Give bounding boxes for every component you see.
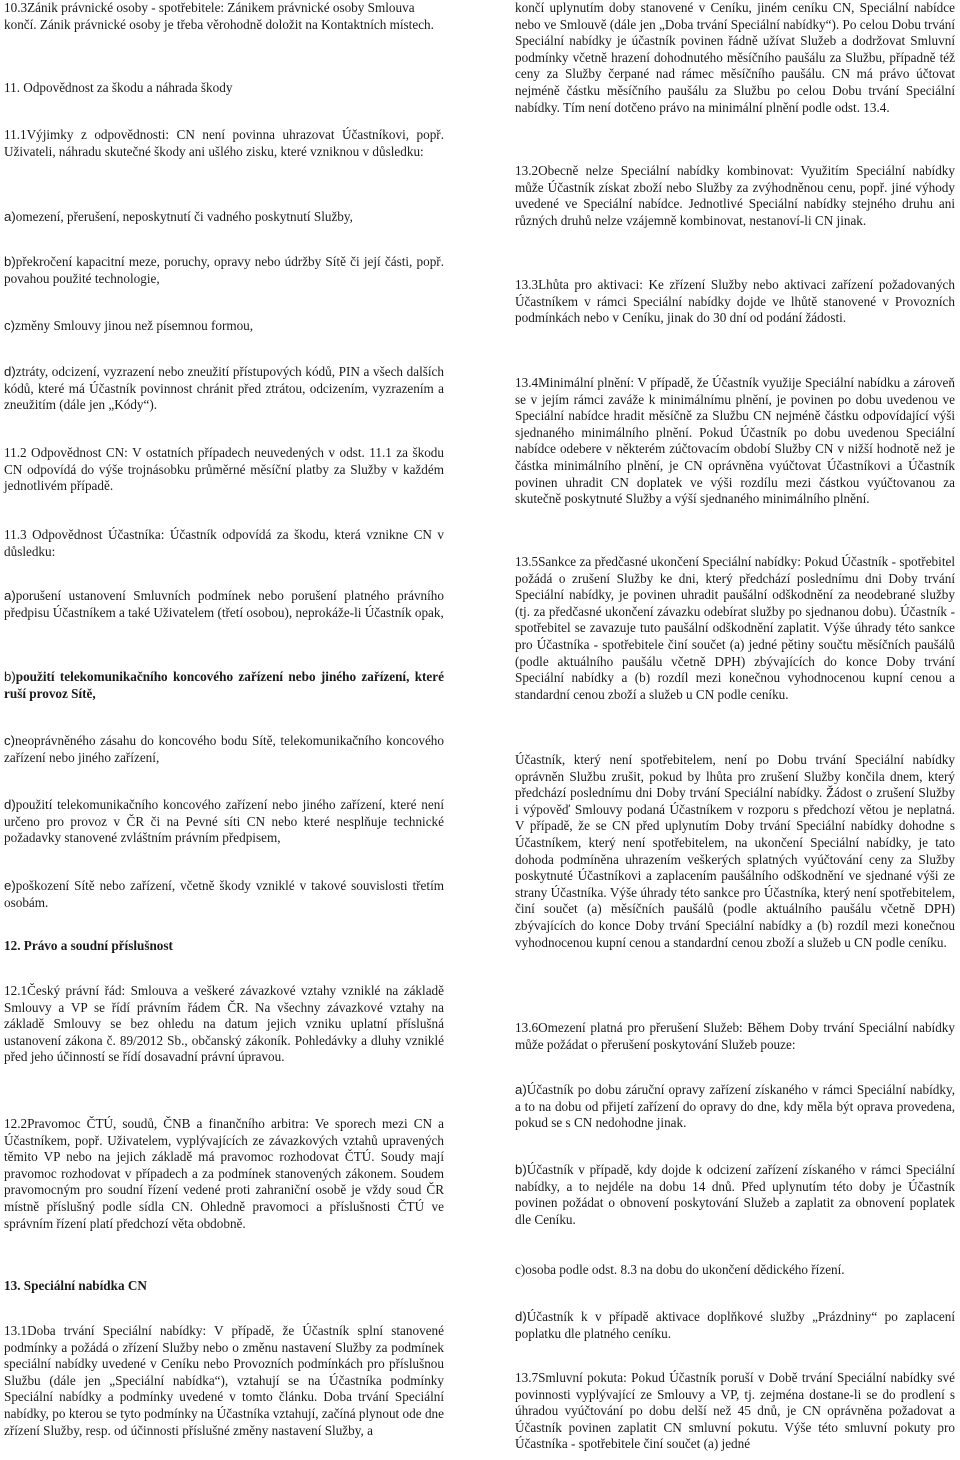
- paragraph: [4, 878, 444, 911]
- list-marker: a): [4, 588, 16, 603]
- paragraph: [515, 277, 955, 327]
- paragraph-text: c)osoba podle odst. 8.3 na dobu do ukončení dědického řízení.: [515, 1262, 845, 1277]
- list-marker: b): [4, 669, 16, 684]
- paragraph-text: 13.1Doba trvání Speciální nabídky: V případě, že Účastník splní stanovené podmínky a požádá o zřízení Služby nebo o změnu nastavení Služby za podmínek speciální nabídky uvedené v Ceníku nebo Provozních podmínkách pro příslušnou Službu (dále jen „Speciální nabídka“), vztahují se na Účastníka podmínky Speciální nabídky a podmínky uvedené v tomto článku. Doba trvání Speciální nabídky, po kterou se tyto podmínky na Účastníka vztahují, začíná plynout ode dne zřízení Služby, resp. od účinnosti příslušné změny nastavení Služby, a: [4, 1323, 444, 1438]
- paragraph-text: překročení kapacitní meze, poruchy, opravy nebo údržby Sítě či její části, popř. povahou použité technologie,: [4, 254, 444, 286]
- paragraph-text: poškození Sítě nebo zařízení, včetně škody vzniklé v takové souvislosti třetím osobám.: [4, 878, 444, 910]
- paragraph: [4, 0, 444, 33]
- paragraph-text: 11.1Výjimky z odpovědnosti: CN není povinna uhrazovat Účastníkovi, popř. Uživateli, náhradu skutečné škody ani ušlého zisku, které vzniknou v důsledku:: [4, 127, 444, 159]
- paragraph: [515, 554, 955, 703]
- paragraph-text: 13.4Minimální plnění: V případě, že Účastník využije Speciální nabídku a zároveň se v jejím rámci zaváže k minimálnímu plnění, je povinen po dobu uvedenou ve Speciální nabídce hradit měsíčně za Službu CN nejméně částku odpovídající výši sjednaného minimálního plnění. Pokud Účastník po dobu uvedenou Speciální nabídce odebere v některém zúčtovacím období Služby CN v nižší hodnotě než je částka minimálního plnění, je CN oprávněna vyúčtovat Účastníkovi a Účastník povinen uhradit CN doplatek ve výši rozdílu mezi částkou vyúčtovanou za skutečně poskytnuté Služby a výší sjednaného minimálního plnění.: [515, 375, 955, 507]
- paragraph-text: 13.5Sankce za předčasné ukončení Speciální nabídky: Pokud Účastník - spotřebitel požádá o zrušení Služby ke dni, který předchází poslednímu dni Doby trvání Speciální nabídky, je povinen uhradit paušální odškodnění za neodebrané služby (tj. za předčasné ukončení závazku odebírat služby po sjednanou dobu). Účastník - spotřebitel se zavazuje tuto paušální odškodnění zaplatit. Výše úhrady této sankce pro Účastníka - spotřebitele činí součet (a) jedné pětiny součtu měsíčních paušálů (podle aktuálního paušálu včetně DPH) zbývajících do konce Doby trvání Speciální nabídky a (b) rozdíl mezi konečnou vyhodnocenou kupní cenou a standardní cenou zboží a služeb u CN podle ceníku.: [515, 554, 955, 702]
- list-marker: b): [4, 254, 16, 269]
- paragraph: [4, 733, 444, 766]
- paragraph-text: 13.2Obecně nelze Speciální nabídky kombinovat: Využitím Speciální nabídky může Účastník získat zboží nebo Služby za zvýhodněnou cenu, popř. jiné výhody uvedené ve Speciální nabídce. Jednotlivé Speciální nabídky stejného druhu ani různých druhů nelze vzájemně kombinovat, nestanoví-li CN jinak.: [515, 163, 955, 228]
- paragraph: [515, 1162, 955, 1228]
- paragraph-text: 13.7Smluvní pokuta: Pokud Účastník poruší v Době trvání Speciální nabídky své povinnosti vyplývající ze Smlouvy a VP, tj. zejména dostane-li se do prodlení s úhradou vyúčtování po dobu delší než 45 dnů, je CN oprávněna požadovat a Účastník povinen zaplatit CN smluvní pokutu. Výše této smluvní pokuty pro Účastníka - spotřebitele činí součet (a) jedné: [515, 1370, 955, 1452]
- paragraph: [4, 80, 444, 97]
- paragraph-text: 11. Odpovědnost za škodu a náhrada škody: [4, 80, 233, 95]
- paragraph-text: Účastník po dobu záruční opravy zařízení získaného v rámci Speciální nabídky, a to na dobu od přijetí zařízení do opravy do dne, kdy měla být oprava provedena, pokud se s CN nedohodne jinak.: [515, 1082, 955, 1131]
- paragraph-text: omezení, přerušení, neposkytnutí či vadného poskytnutí Služby,: [15, 209, 353, 224]
- paragraph: [515, 1370, 955, 1453]
- paragraph: [4, 588, 444, 621]
- paragraph-text: končí uplynutím doby stanovené v Ceníku, jiném ceníku CN, Speciální nabídce nebo ve Smlouvě (dále jen „Doba trvání Speciální nabídky“). Po celou Dobu trvání Speciální nabídky je účastník povinen řádně užívat Služeb a dodržovat Smluvní podmínky včetně hrazení dohodnutého měsíčního paušálu za Službu, případně též ceny za Služby čerpané nad rámec měsíčního paušálu. CN má právo účtovat nejméně částku měsíčního paušálu za Službu po celou Dobu trvání Speciální nabídky. Tím není dotčeno právo na minimální plnění podle odst. 13.4.: [515, 0, 955, 115]
- paragraph: [4, 983, 444, 1066]
- paragraph-text: Účastník v případě, kdy dojde k odcizení zařízení získaného v rámci Speciální nabídky, a to nejdéle na dobu 14 dnů. Před uplynutím této doby je Účastník povinen požádat o obnovení poskytování Služeb a zaplatit za obnovení poplatek dle Ceníku.: [515, 1162, 955, 1227]
- list-marker: a): [4, 209, 16, 224]
- list-marker: d): [4, 364, 16, 379]
- paragraph: [4, 364, 444, 414]
- paragraph: [4, 254, 444, 287]
- paragraph: [515, 1082, 955, 1132]
- paragraph-text: Účastník k v případě aktivace doplňkové služby „Prázdniny“ po zaplacení poplatku dle platného ceníku.: [515, 1309, 955, 1341]
- paragraph-text: použití telekomunikačního koncového zařízení nebo jiného zařízení, které není určeno pro provoz v ČR či na Pevné síti CN nebo které nesplňuje technické požadavky stanovené zvláštním právním předpisem,: [4, 797, 444, 846]
- paragraph: [515, 375, 955, 508]
- paragraph: [515, 1262, 955, 1279]
- paragraph-text: 12.2Pravomoc ČTÚ, soudů, ČNB a finančního arbitra: Ve sporech mezi CN a Účastníkem, popř. Uživatelem, vyplývajících ze závazkových vztahů upravených těmito VP nebo na jejich základě má pravomoc rozhodovat ČTÚ. Soudy mají pravomoc rozhodovat v případech a za podmínek stanovených zákonem. Soudem pravomocným pro soudní řízení vedené proti zahraniční osobě je vždy soud ČR místně příslušný podle sídla CN. Ohledně pravomoci a příslušnosti ČTÚ ve správním řízení platí předchozí věta obdobně.: [4, 1116, 444, 1231]
- paragraph: [4, 797, 444, 847]
- paragraph: [515, 163, 955, 229]
- list-marker: e): [4, 878, 16, 893]
- paragraph-text: 13.6Omezení platná pro přerušení Služeb: Během Doby trvání Speciální nabídky může požádat o přerušení poskytování Služeb pouze:: [515, 1020, 955, 1052]
- paragraph: [4, 1116, 444, 1232]
- paragraph-text: neoprávněného zásahu do koncového bodu Sítě, telekomunikačního koncového zařízení nebo jiného zařízení,: [4, 733, 444, 765]
- paragraph-text: změny Smlouvy jinou než písemnou formou,: [15, 318, 254, 333]
- list-marker: d): [515, 1309, 527, 1324]
- list-marker: a): [515, 1082, 527, 1097]
- list-marker: b): [515, 1162, 527, 1177]
- paragraph-text: ztráty, odcizení, vyzrazení nebo zneužití přístupových kódů, PIN a všech dalších kódů, které má Účastník povinnost chránit před ztrátou, odcizením, vyzrazením a zneužitím (dále jen „Kódy“).: [4, 364, 444, 413]
- paragraph: [4, 318, 444, 335]
- paragraph: [4, 209, 444, 226]
- section-heading: [4, 1278, 444, 1295]
- paragraph-text: 10.3Zánik právnické osoby - spotřebitele: Zánikem právnické osoby Smlouva končí. Zánik právnické osoby je třeba věrohodně doložit na Kontaktních místech.: [4, 0, 434, 32]
- paragraph: [4, 445, 444, 495]
- paragraph-text: 11.3 Odpovědnost Účastníka: Účastník odpovídá za škodu, která vznikne CN v důsledku:: [4, 527, 444, 559]
- list-marker: c): [4, 318, 15, 333]
- paragraph-text: 13.3Lhůta pro aktivaci: Ke zřízení Služby nebo aktivaci zařízení požadovaných Účastníkem v rámci Speciální nabídky dojde ve lhůtě stanovené v Provozních podmínkách nebo v Ceníku, jinak do 30 dní od podání žádosti.: [515, 277, 955, 326]
- paragraph-text: porušení ustanovení Smluvních podmínek nebo porušení platného právního předpisu Účastníkem a také Uživatelem (třetí osobou), neprokáže-li Účastník opak,: [4, 588, 444, 620]
- paragraph-text: 12. Právo a soudní příslušnost: [4, 938, 173, 953]
- paragraph: [4, 669, 444, 702]
- paragraph-text: Účastník, který není spotřebitelem, není po Dobu trvání Speciální nabídky oprávněn Službu zrušit, pokud by lhůta pro zrušení Služby končila dnem, který předchází poslednímu dni Doby trvání Speciální nabídky. Žádost o zrušení Služby i výpověď Smlouvy podaná Účastníkem v rozporu s předchozí větou je neplatná. V případě, že se CN před uplynutím Doby trvání Speciální nabídky dohodne s Účastníkem, který není spotřebitelem, na ukončení Speciální nabídky, je tato dohoda podmíněna uhrazením veškerých splatných vyúčtování ceny za Služby poskytnuté Účastníkovi a zaplacením paušálního odškodnění ve sjednané výši ze strany Účastníka. Výše úhrady této sankce pro Účastníka, který není spotřebitelem, činí součet (a) měsíčních paušálů (podle aktuálního paušálu včetně DPH) zbývajících do konce Doby trvání Speciální nabídky a (b) rozdíl mezi konečnou vyhodnocenou kupní cenou a standardní cenou zboží a služeb u CN podle ceníku.: [515, 752, 955, 950]
- paragraph: [4, 1323, 444, 1439]
- paragraph: [515, 0, 955, 116]
- list-marker: c): [4, 733, 15, 748]
- paragraph-text: použití telekomunikačního koncového zařízení nebo jiného zařízení, které ruší provoz Sítě,: [4, 669, 444, 701]
- paragraph-text: 12.1Český právní řád: Smlouva a veškeré závazkové vztahy vzniklé na základě Smlouvy a VP se řídí právním řádem ČR. Na všechny závazkové vztahy na základě Smlouvy se bez ohledu na datum jejich vzniku uplatní příslušná ustanovení zákona č. 89/2012 Sb., občanský zákoník. Pohledávky a dluhy vzniklé před jeho účinností se řídí dosavadní právní úpravou.: [4, 983, 444, 1065]
- paragraph: [515, 1309, 955, 1342]
- paragraph: [515, 752, 955, 951]
- paragraph: [515, 1020, 955, 1053]
- paragraph: [4, 527, 444, 560]
- section-heading: [4, 938, 444, 955]
- paragraph-text: 13. Speciální nabídka CN: [4, 1278, 147, 1293]
- paragraph-text: 11.2 Odpovědnost CN: V ostatních případech neuvedených v odst. 11.1 za škodu CN odpovídá do výše trojnásobku průměrné měsíční platby za Služby v každém jednotlivém případě.: [4, 445, 444, 494]
- list-marker: d): [4, 797, 16, 812]
- paragraph: [4, 127, 444, 160]
